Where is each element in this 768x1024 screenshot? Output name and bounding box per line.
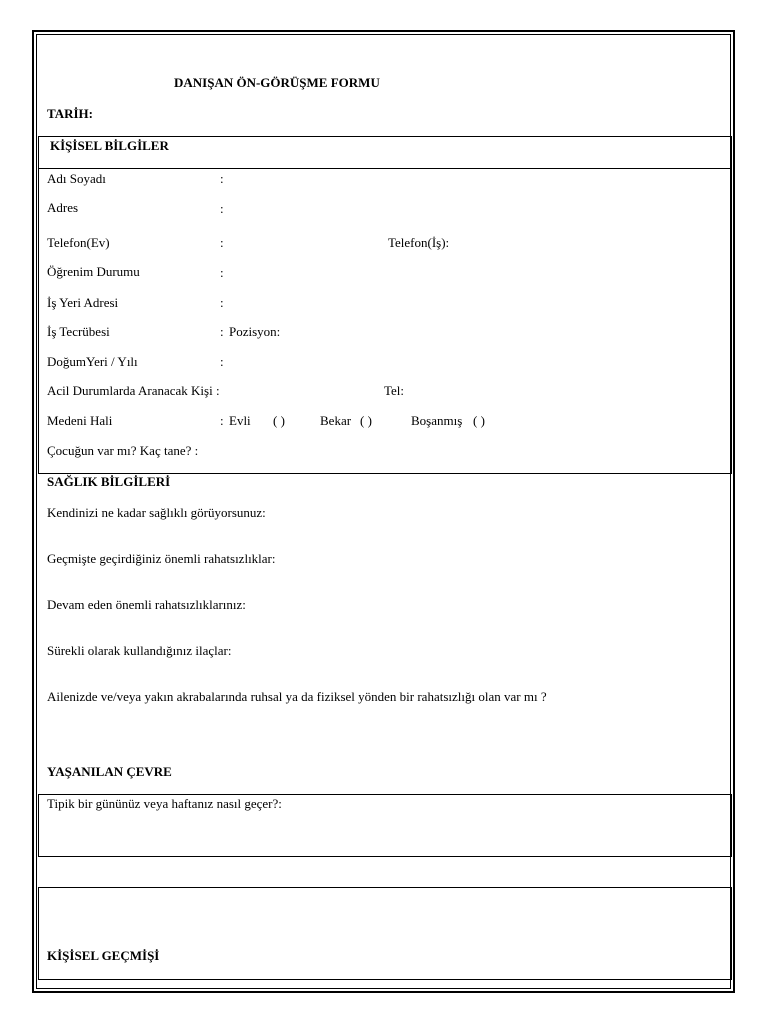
personal-info-heading: KİŞİSEL BİLGİLER — [50, 138, 169, 153]
birth-colon: : — [220, 354, 224, 369]
education-colon: : — [220, 265, 224, 280]
divorced-option-label: Boşanmış — [411, 413, 463, 428]
phone-home-label: Telefon(Ev) — [47, 235, 110, 250]
name-colon: : — [220, 171, 224, 186]
environment-heading: YAŞANILAN ÇEVRE — [47, 764, 172, 779]
health-question-1: Kendinizi ne kadar sağlıklı görüyorsunuz: — [47, 505, 266, 520]
address-label: Adres — [47, 200, 79, 215]
marital-status-label: Medeni Hali — [47, 413, 113, 428]
emergency-contact-label: Acil Durumlarda Aranacak Kişi : — [47, 383, 220, 398]
married-checkbox[interactable]: ( ) — [273, 413, 285, 428]
married-option-label: Evli — [229, 413, 251, 428]
environment-question-1: Tipik bir gününüz veya haftanız nasıl geçer?: — [47, 796, 282, 811]
personal-heading-divider — [38, 168, 732, 169]
address-colon: : — [220, 201, 224, 216]
education-label: Öğrenim Durumu — [47, 264, 140, 279]
children-label: Çocuğun var mı? Kaç tane? : — [47, 443, 199, 458]
health-question-3: Devam eden önemli rahatsızlıklarınız: — [47, 597, 246, 612]
health-question-5: Ailenizde ve/veya yakın akrabalarında ruhsal ya da fiziksel yönden bir rahatsızlığı olan var mı ? — [47, 689, 547, 704]
health-info-heading: SAĞLIK BİLGİLERİ — [47, 474, 171, 489]
marital-colon: : — [220, 413, 224, 428]
emergency-tel-label: Tel: — [384, 383, 405, 398]
experience-label: İş Tecrübesi — [47, 324, 110, 339]
work-address-colon: : — [220, 295, 224, 310]
position-label: Pozisyon: — [229, 324, 281, 339]
form-title: DANIŞAN ÖN-GÖRÜŞME FORMU — [174, 75, 380, 90]
personal-history-heading: KİŞİSEL GEÇMİŞİ — [47, 948, 160, 963]
birth-label: DoğumYeri / Yılı — [47, 354, 138, 369]
name-label: Adı Soyadı — [47, 171, 106, 186]
date-label: TARİH: — [47, 106, 93, 121]
experience-colon: : — [220, 324, 224, 339]
health-question-2: Geçmişte geçirdiğiniz önemli rahatsızlıklar: — [47, 551, 276, 566]
work-address-label: İş Yeri Adresi — [47, 295, 119, 310]
single-checkbox[interactable]: ( ) — [360, 413, 372, 428]
single-option-label: Bekar — [320, 413, 352, 428]
phone-work-label: Telefon(İş): — [388, 235, 450, 250]
personal-info-box — [38, 136, 732, 474]
divorced-checkbox[interactable]: ( ) — [473, 413, 485, 428]
phone-home-colon: : — [220, 235, 224, 250]
health-question-4: Sürekli olarak kullandığınız ilaçlar: — [47, 643, 232, 658]
personal-history-box — [38, 887, 732, 980]
